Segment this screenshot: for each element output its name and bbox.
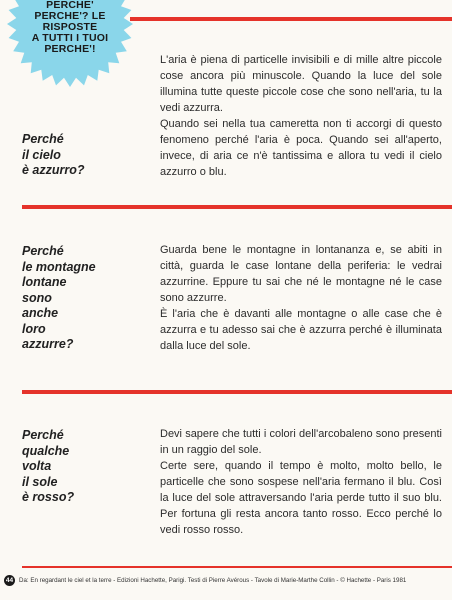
badge-line: PERCHE'! (44, 43, 96, 55)
question-line: volta (22, 459, 52, 473)
page-number: 44 (5, 577, 14, 584)
answer-red-sun (160, 426, 442, 538)
divider-rule (130, 17, 452, 21)
question-mountains (22, 244, 142, 353)
question-line: qualche (22, 443, 70, 458)
question-line: il sole (22, 474, 58, 489)
badge-line: PERCHE'? LE (34, 10, 106, 22)
divider-rule (22, 566, 452, 568)
answer-sky (160, 52, 442, 180)
answer-paragraph: Quando sei nella tua cameretta non ti accorgi di questo fenomeno perché l'aria è poca. Quando sei all'aperto, invece, di aria ce n'è tantissima e allora tu vedi il cielo azzurro o blu. (160, 118, 442, 178)
question-line: loro (22, 321, 46, 336)
question-line: le montagne (22, 259, 96, 274)
footer-credit (4, 575, 452, 586)
question-line: Perché (22, 244, 64, 258)
question-line: è azzurro? (22, 163, 85, 177)
title-badge (6, 0, 134, 88)
question-line: Perché (22, 132, 64, 146)
answer-paragraph: Guarda bene le montagne in lontananza e, se abiti in città, guarda le case lontane della periferia: le vedrai azzurrine. Eppure tu sai che né le montagne né le case sono azzurre. (160, 244, 442, 304)
question-line: lontane (22, 275, 67, 289)
divider-rule (22, 390, 452, 394)
question-line: Perché (22, 428, 64, 442)
answer-mountains (160, 242, 442, 354)
divider-rule (22, 205, 452, 209)
badge-line: PERCHE' (46, 0, 94, 11)
badge-line: A TUTTI I TUOI (31, 32, 109, 44)
badge-line: RISPOSTE (42, 21, 98, 33)
answer-paragraph: L'aria è piena di particelle invisibili e di mille altre piccole cose ancora più minuscole. Quando la luce del sole illumina tutte queste piccole cose che sono nell'aria, tu la vedi azzurra. (160, 54, 442, 114)
answer-paragraph: È l'aria che è davanti alle montagne o alle case che è azzurra e tu adesso sai che è azzurra perché è illuminata dalla luce del sole. (160, 308, 442, 352)
question-line: azzurre? (22, 337, 74, 351)
question-sky (22, 132, 142, 179)
question-line: il cielo (22, 147, 61, 162)
question-line: anche (22, 306, 59, 320)
question-line: è rosso? (22, 490, 75, 504)
answer-paragraph: Devi sapere che tutti i colori dell'arcobaleno sono presenti in un raggio del sole. (160, 428, 442, 456)
question-red-sun (22, 428, 142, 506)
credit-text: Da: En regardant le ciel et la terre - Edizioni Hachette, Parigi. Testi di Pierre Avérous - Tavole di Marie-Marthe Collin - © Hachette - Paris 1981 (19, 577, 407, 584)
answer-paragraph: Certe sere, quando il tempo è molto, molto bello, le particelle che sono sospese nell'aria fermano il blu. Così la luce del sole attraversando l'aria perde tutto il suo blu. Per fortuna gli resta ancora tanto rosso. Ecco perché lo vedi rosso rosso. (160, 460, 442, 536)
badge-title (6, 0, 134, 55)
question-line: sono (22, 290, 52, 305)
